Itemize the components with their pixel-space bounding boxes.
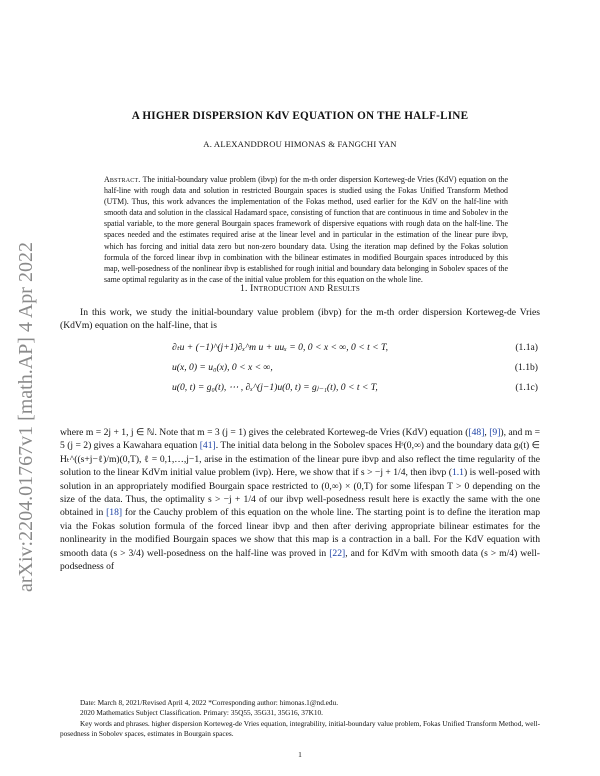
abstract (104, 174, 508, 285)
abstract-text: The initial-boundary value problem (ibvp) for the m-th order dispersion Korteweg-de Vries (KdV) equation on the half-line with rough data and solution in restricted Bourgain spaces is studied using the Fokas Unified Transform Method (UTM). Thus, this work advances the implementation of the Fokas method, used earlier for the KdV on the half-line with smooth data and solution in the classical Hadamard space, consisting of function that are continuous in time and Sobolev in the spatial variable, to the more general Bourgain spaces framework of dispersive equations with rough data on the half-line. The spaces needed and the estimates required arise at the linear level and in particular in the estimation of the linear pure ibvp, which has forcing and initial data zero but non-zero boundary data. Using the iteration map defined by the Fokas solution formula of the forced linear ibvp in combination with the bilinear estimates in modified Bourgain spaces introduced by this map, well-posedness of the nonlinear ibvp is established for rough initial and boundary data belonging in Sobolev spaces of the same optimal regularity as in the case of the initial value problem for this equation on the whole line. (104, 175, 508, 284)
arxiv-identifier-stamp (2, 180, 46, 600)
footnote-msc: 2020 Mathematics Subject Classification. Primary: 35Q55, 35G31, 35G16, 37K10. (80, 708, 323, 718)
footnote-keywords: Key words and phrases. higher dispersion Korteweg-de Vries equation, integrability, initial-boundary value problem, Fokas Unified Transform Method, well-posedness in Sobolev spaces, estimates in Bourgain spaces. (60, 718, 540, 739)
text-run: , (484, 427, 490, 438)
citation-link-18[interactable]: [18] (106, 507, 123, 519)
page-number: 1 (298, 750, 302, 759)
equation-link-1-1[interactable]: 1.1 (451, 467, 464, 479)
footnotes (60, 698, 540, 740)
text-run: ), and m = 5 (j = 2) gives a Kawahara equation (60, 427, 540, 452)
intro-paragraph: In this work, we study the initial-boundary value problem (ibvp) for the m-th order dispersion Korteweg-de Vries (KdVm) equation on the half-line, that is (60, 307, 540, 332)
footnote-date: Date: March 8, 2021/Revised April 4, 2022 *Corresponding author: himonas.1@nd.edu. (80, 698, 339, 707)
paper-authors: A. ALEXANDDROU HIMONAS & FANGCHI YAN (203, 139, 397, 149)
citation-link-48[interactable]: [48] (468, 427, 485, 438)
equation-body: u(0, t) = g₀(t), ⋯ , ∂ₓ^(j−1)u(0, t) = gⱼ₋₁(t), 0 < t < T, (172, 382, 378, 393)
arxiv-stamp-text: arXiv:2204.01767v1 [math.AP] 4 Apr 2022 (15, 242, 37, 592)
section-heading: 1. Introduction and Results (240, 284, 360, 294)
arxiv-stamp-svg (2, 180, 46, 600)
equation-1-1a (60, 342, 540, 356)
paper-title: A HIGHER DISPERSION KdV EQUATION ON THE HALF-LINE (131, 110, 469, 122)
text-run: . The initial data belong in the Sobolev spaces Hˢ(0,∞) and the boundary data gₗ(t) ∈ Hₜ^((s+j−ℓ)/m)(0,T), ℓ = 0,1,…,j−1, arise in the estimation of the linear pure ibvp and also reflect the time regularity of the solution to the linear KdVm initial value problem (ivp). Here, we show that if s > −j + 1/4, then ibvp ( (60, 440, 541, 479)
citation-link-22[interactable]: [22] (329, 547, 346, 559)
body-paragraph (60, 426, 540, 573)
text-run: , and for KdVm with smooth data (s > m/4) well-podsedness of (60, 547, 540, 573)
equation-1-1c (60, 382, 540, 396)
text-run: ) is well-posed with solution in an appropriately modified Bourgain space restricted to (0,∞) × (0,T) for some lifespan T > 0 depending on the size of the data. Thus, the optimality s > −j + 1/4 of our ibvp well-posedness result here is exactly the same with the one obtained in (60, 467, 540, 519)
abstract-label: Abstract. (104, 175, 141, 184)
citation-link-41[interactable]: [41] (199, 440, 216, 452)
equation-1-1b (60, 362, 540, 376)
text-run: for the Cauchy problem of this equation on the whole line. The starting point is to define the iteration map via the Fokas solution formula of the forced linear ibvp and then after deriving appropriate bilinear estimates for the nonlinearity in the modified Bourgain spaces we show that this map is a contraction in a ball. For the KdV equation with smooth data (s > 3/4) well-posedness on the half-line was proved in (60, 507, 540, 559)
equation-number: (1.1b) (514, 362, 538, 373)
citation-link-9[interactable]: [9] (489, 427, 501, 438)
equation-body: u(x, 0) = u₀(x), 0 < x < ∞, (172, 362, 273, 373)
equation-body: ∂ₜu + (−1)^(j+1)∂ₓ^m u + uuₓ = 0, 0 < x < ∞, 0 < t < T, (172, 342, 389, 353)
text-run: where m = 2j + 1, j ∈ ℕ. Note that m = 3 (j = 1) gives the celebrated Korteweg-de Vries (KdV) equation ( (60, 427, 469, 438)
equation-number: (1.1a) (515, 342, 538, 353)
equation-number: (1.1c) (515, 382, 538, 393)
